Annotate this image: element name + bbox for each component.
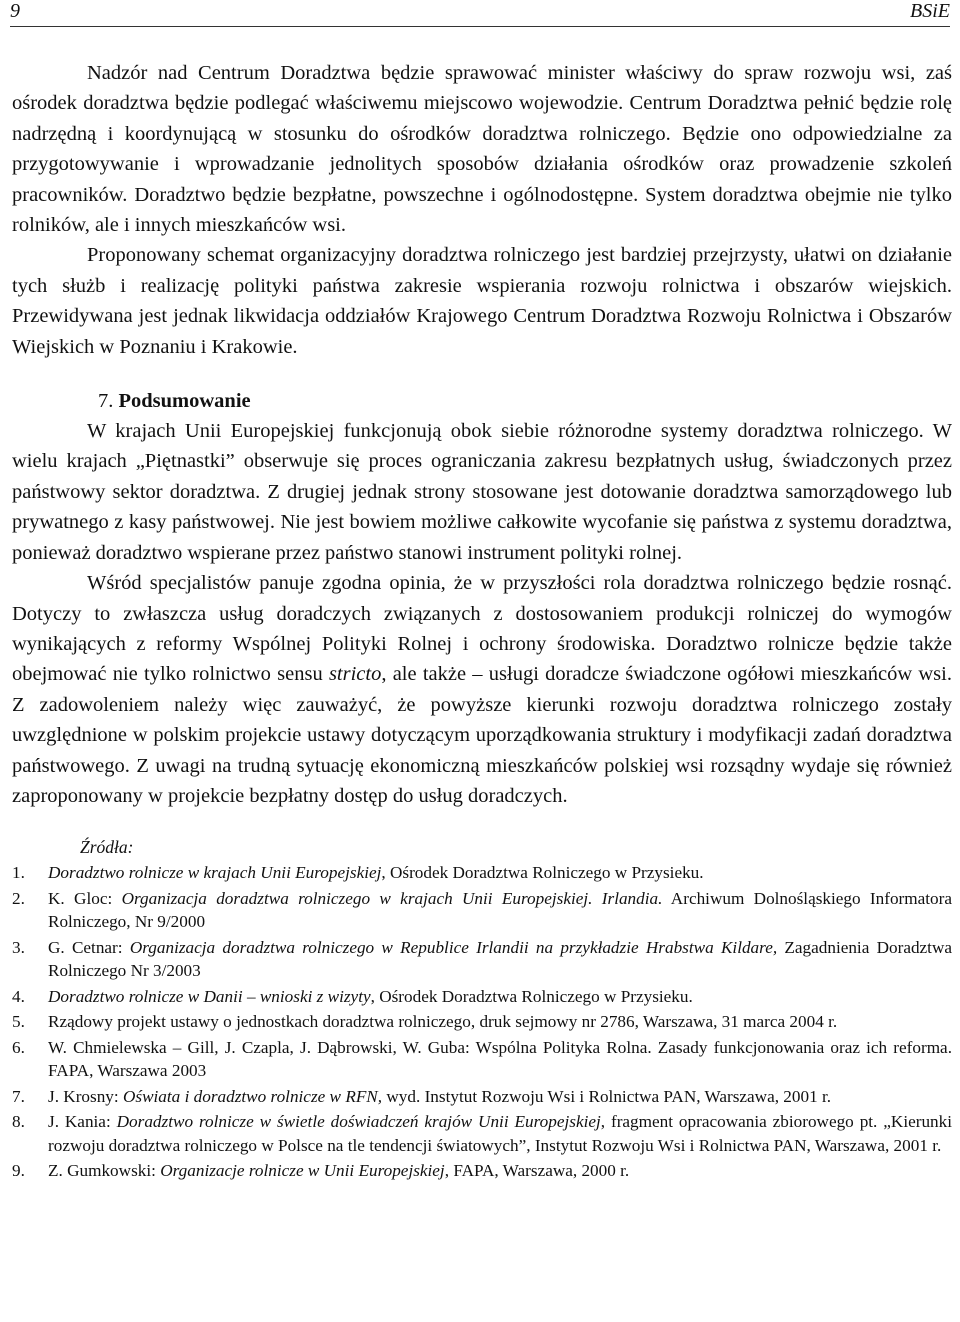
- source-title: Organizacja doradztwa rolniczego w Republice Irlandii na przykładzie Hrabstwa Kildare,: [129, 937, 778, 957]
- source-item: [12, 1010, 952, 1034]
- source-author: Z. Gumkowski:: [48, 1161, 161, 1181]
- source-details: wyd. Instytut Rozwoju Wsi i Rolnictwa PAN, Warszawa, 2001 r.: [382, 1086, 832, 1106]
- source-details: , fragment opracowania zbiorowego pt. „Kierunki rozwoju doradztwa rolniczego w Polsce na tle tendencji światowych”, Instytut Rozwoju Wsi i Rolnictwa PAN, Warszawa, 2001 r.: [48, 1112, 952, 1155]
- paragraph-text: Wśród specjalistów panuje zgodna opinia, że w przyszłości rola doradztwa rolniczego będzie rosnąć. Dotyczy to zwłaszcza usług doradczych związanych z dostosowaniem produkcji rolniczej do wymogów wynikających z reformy Wspólnej Polityki Rolnej i ochrony środowiska. Doradztwo rolnicze będzie także obejmować nie tylko rolnictwo sensu: [12, 572, 952, 686]
- source-number: 8.: [12, 1112, 25, 1132]
- source-title: Doradztwo rolnicze w świetle doświadczeń krajów Unii Europejskiej: [116, 1112, 601, 1132]
- source-title: Doradztwo rolnicze w krajach Unii Europejskiej: [48, 863, 382, 883]
- paragraph: W krajach Unii Europejskiej funkcjonują obok siebie różnorodne systemy doradztwa rolniczego. W wielu krajach „Piętnastki” obserwuje się proces ograniczania zakresu bezpłatnych usług, świadczonych przez państwowy sektor doradztwa. Z drugiej jednak strony stosowane jest dotowanie doradztwa samorządowego lub prywatnego z kasy państwowej. Nie jest bowiem możliwe całkowite wycofanie się państwa z systemu doradztwa, ponieważ doradztwo wspierane przez państwo stanowi instrument polityki rolnej.: [12, 420, 952, 564]
- source-details: , FAPA, Warszawa, 2000 r.: [444, 1161, 630, 1181]
- source-item: [12, 1085, 952, 1109]
- source-number: 7.: [12, 1086, 25, 1106]
- source-number: 4.: [12, 986, 25, 1006]
- italic-term: stricto: [328, 663, 382, 686]
- source-item: [12, 1159, 952, 1183]
- source-number: 9.: [12, 1161, 25, 1181]
- page-number: 9: [10, 0, 20, 22]
- paragraph: [12, 568, 952, 811]
- source-details: , Ośrodek Doradztwa Rolniczego w Przysieku.: [381, 863, 704, 883]
- page-content: [12, 58, 952, 1185]
- section-number: 7.: [98, 390, 114, 413]
- source-item: [12, 887, 952, 934]
- section-heading: [12, 386, 952, 416]
- source-title: Oświata i doradztwo rolnicze w RFN,: [122, 1086, 383, 1106]
- sources-title: Źródła:: [80, 837, 134, 858]
- source-author: G. Cetnar:: [48, 937, 130, 957]
- source-details: Archiwum Dolnośląskiego Informatora Rolniczego, Nr 9/2000: [48, 888, 952, 932]
- source-author: J. Kania:: [48, 1112, 117, 1132]
- source-item: [12, 936, 952, 983]
- source-number: 5.: [12, 1012, 25, 1032]
- source-number: 1.: [12, 863, 25, 883]
- source-title: Organizacje rolnicze w Unii Europejskiej: [160, 1161, 445, 1181]
- source-author: K. Gloc:: [48, 888, 122, 908]
- source-number: 2.: [12, 888, 25, 908]
- source-details: Zagadnienia Doradztwa Rolniczego Nr 3/2003: [48, 937, 952, 981]
- source-author: Rządowy projekt ustawy o jednostkach doradztwa rolniczego, druk sejmowy nr 2786, Warszawa, 31 marca 2004 r.: [48, 1012, 838, 1032]
- source-item: [12, 1036, 952, 1083]
- paragraph-text: , ale także – usługi doradcze świadczone ogółowi mieszkańców wsi. Z zadowoleniem należy więc zauważyć, że powyższe kierunki rozwoju doradztwa rolniczego zostały uwzględnione w polskim projekcie ustawy dotyczącym uporządkowania struktury i modyfikacji zadań doradztwa państwowego. Z uwagi na trudną sytuację ekonomiczną mieszkańców polskiej wsi rozsądny wydaje się również zaproponowany w projekcie bezpłatny dostęp do usług doradczych.: [12, 663, 952, 807]
- source-item: [12, 985, 952, 1009]
- journal-name: BSiE: [910, 0, 950, 22]
- source-author: W. Chmielewska – Gill, J. Czapla, J. Dąbrowski, W. Guba: Wspólna Polityka Rolna. Zasady funkcjonowania oraz ich reforma. FAPA, Warszawa 2003: [48, 1037, 952, 1081]
- source-number: 3.: [12, 937, 25, 957]
- source-item: [12, 1110, 952, 1157]
- source-number: 6.: [12, 1037, 25, 1057]
- source-details: , Ośrodek Doradztwa Rolniczego w Przysieku.: [370, 986, 693, 1006]
- section-title: Podsumowanie: [118, 390, 251, 413]
- sources-list: [12, 861, 952, 1183]
- page-header: [10, 0, 950, 27]
- source-title: Doradztwo rolnicze w Danii – wnioski z wizyty: [48, 986, 371, 1006]
- paragraph: Proponowany schemat organizacyjny doradztwa rolniczego jest bardziej przejrzysty, ułatwi on działanie tych służb i realizację polityki państwa zakresie wspierania rozwoju rolnictwa i obszarów wiejskich. Przewidywana jest jednak likwidacja oddziałów Krajowego Centrum Doradztwa Rozwoju Rolnictwa i Obszarów Wiejskich w Poznaniu i Krakowie.: [12, 244, 952, 358]
- source-author: J. Krosny:: [48, 1086, 123, 1106]
- source-title: Organizacja doradztwa rolniczego w krajach Unii Europejskiej. Irlandia.: [121, 888, 663, 908]
- source-item: [12, 861, 952, 885]
- paragraph: Nadzór nad Centrum Doradztwa będzie sprawować minister właściwy do spraw rozwoju wsi, zaś ośrodek doradztwa będzie podlegać właściwemu miejscowo wojewodzie. Centrum Doradztwa pełnić będzie rolę nadrzędną i koordynującą w stosunku do ośrodków doradztwa rolniczego. Będzie ono odpowiedzialne za przygotowywanie i wprowadzanie jednolitych sposobów działania ośrodków oraz prowadzenie szkoleń pracowników. Doradztwo będzie bezpłatne, powszechne i ogólnodostępne. System doradztwa obejmie nie tylko rolników, ale i innych mieszkańców wsi.: [12, 62, 952, 237]
